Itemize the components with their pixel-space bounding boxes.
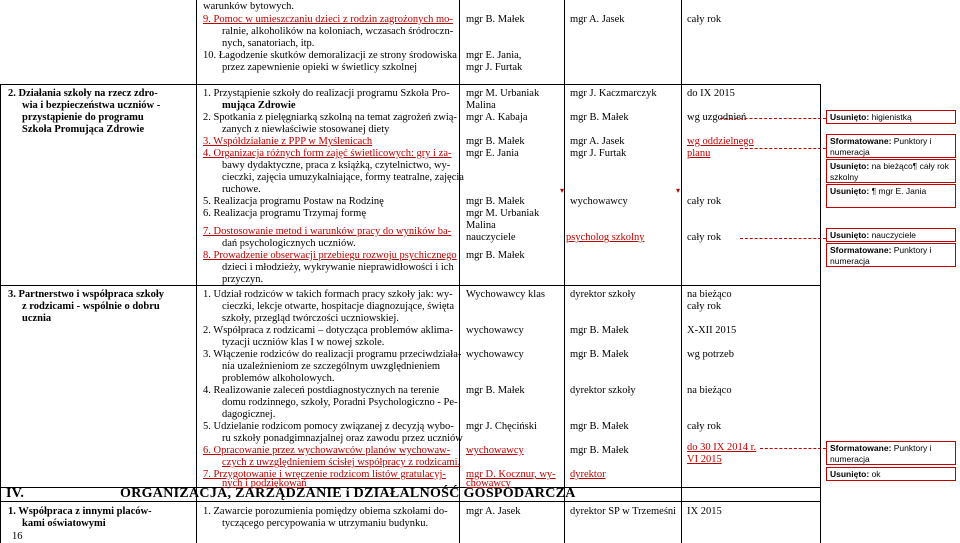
task-line: dań psychologicznych uczniów. [222, 238, 356, 249]
page-number: 16 [12, 531, 23, 542]
responsible-person: nauczyciele [466, 232, 516, 243]
responsible-person: mgr A. Jasek [466, 506, 521, 517]
task-line: cieczki, zajęcia umuzykalniające, formy teatralne, zajęcia [222, 172, 464, 183]
cooperating-person: mgr B. Małek [570, 112, 629, 123]
row-title: wia i bezpieczeństwa uczniów - [22, 100, 161, 111]
responsible-person: wychowawcy [466, 349, 524, 360]
task-line: 4. Organizacja różnych form zajęć świetlicowych: gry i za- [203, 148, 452, 159]
comment-balloon[interactable]: Usunięto: nauczyciele [826, 228, 956, 242]
task-line: nych, sanatoriach, itp. [222, 38, 315, 49]
responsible-person: mgr J. Chęciński [466, 421, 537, 432]
responsible-person: mgr A. Kabaja [466, 112, 528, 123]
row-title: z rodzicami - wspólnie o dobru [22, 301, 160, 312]
term: do IX 2015 [687, 88, 735, 99]
task-line: ru szkoły ponadgimnazjalnej oraz zawodu przez uczniów [222, 433, 463, 444]
revision-marker-icon: ▾ [676, 186, 681, 195]
responsible-person: mgr E. Jania [466, 148, 519, 159]
table-border-left [0, 84, 1, 543]
task-line: bawy dydaktyczne, praca z książką, czytelnictwo, wy- [222, 160, 451, 171]
task-line: zanych z niewłaściwie stosowanej diety [222, 124, 390, 135]
responsible-person: mgr E. Jania, [466, 50, 522, 61]
task-line: ralnie, alkoholików na koloniach, wczasach śródroczn- [222, 26, 454, 37]
responsible-person: mgr B. Małek [466, 385, 525, 396]
comment-balloon[interactable]: Usunięto: ok [826, 467, 956, 481]
comment-balloon[interactable]: Usunięto: higienistką [826, 110, 956, 124]
task-line: 7. Przygotowanie i wręczenie rodzicom listów gratulacyj- [203, 469, 446, 480]
responsible-person: Malina [466, 100, 496, 111]
cooperating-person: mgr B. Małek [570, 445, 629, 456]
term: cały rok [687, 232, 722, 243]
task-line: 8. Prowadzenie obserwacji przebiegu rozwoju psychicznego [203, 250, 457, 261]
comment-connector [740, 238, 826, 239]
term: planu [687, 148, 711, 159]
cooperating-person: mgr B. Małek [570, 349, 629, 360]
table-col-divider-3 [564, 0, 565, 543]
table-border-top-row2 [0, 84, 820, 85]
section-title: ORGANIZACJA, ZARZĄDZANIE i DZIAŁALNOŚĆ GOSPODARCZA [120, 486, 576, 501]
responsible-person: mgr J. Furtak [466, 62, 523, 73]
task-line: 6. Realizacja programu Trzymaj formę [203, 208, 366, 219]
term: wg oddzielnego [687, 136, 754, 147]
task-line: ruchowe. [222, 184, 261, 195]
task-line: 3. Włączenie rodziców do realizacji programu przeciwdziała- [203, 349, 462, 360]
row-title: 1. Współpraca z innymi placów- [8, 506, 152, 517]
row-title: Szkoła Promująca Zdrowie [22, 124, 145, 135]
row-title: przystąpienie do programu [22, 112, 144, 123]
row-title: kami oświatowymi [22, 518, 106, 529]
revision-marker-icon: ▾ [560, 186, 565, 195]
task-line: tyczącego percypowania w utrzymaniu budynku. [222, 518, 429, 529]
cooperating-person: dyrektor szkoły [570, 289, 636, 300]
row-title: 3. Partnerstwo i współpraca szkoły [8, 289, 165, 300]
task-line: problemów alkoholowych. [222, 373, 335, 384]
task-line: nia uzależnieniom ze szczególnym uwzględnieniem [222, 361, 441, 372]
cooperating-person: mgr A. Jasek [570, 14, 625, 25]
table-col-divider-4 [681, 0, 682, 543]
task-line: nych i podziękowań [222, 478, 307, 489]
task-line: 4. Realizowanie zaleceń postdiagnostycznych na terenie [203, 385, 440, 396]
cooperating-person: dyrektor SP w Trzemeśni [570, 506, 677, 517]
task-line: czych z uwzględnieniem ścisłej współpracy z rodzicami. [222, 457, 461, 468]
term: VI 2015 [687, 454, 722, 465]
section-roman: IV. [6, 486, 25, 501]
comment-connector [740, 148, 826, 149]
comment-balloon[interactable]: Sformatowane: Punktory i numeracja [826, 441, 956, 465]
task-line: 6. Opracowanie przez wychowawców planów wychowaw- [203, 445, 451, 456]
task-line: szkoły, przegląd twórczości uczniowskiej. [222, 313, 399, 324]
responsible-person: wychowawcy [466, 445, 524, 456]
task-line: dagogicznej. [222, 409, 276, 420]
term: wg uzgodnień [687, 112, 747, 123]
row-title: 2. Działania szkoły na rzecz zdro- [8, 88, 158, 99]
cooperating-person: mgr J. Furtak [570, 148, 627, 159]
task-line: warunków bytowych. [203, 1, 294, 12]
term: cały rok [687, 14, 722, 25]
task-line: 3. Współdziałanie z PPP w Myślenicach [203, 136, 373, 147]
comment-balloon[interactable]: Sformatowane: Punktory i numeracja [826, 243, 956, 267]
task-line: 5. Realizacja programu Postaw na Rodzinę [203, 196, 384, 207]
comment-balloon[interactable]: Usunięto: na bieżąco¶ cały rok szkolny [826, 159, 956, 183]
term: do 30 IX 2014 r. [687, 442, 757, 453]
responsible-person: mgr B. Małek [466, 250, 525, 261]
task-line: 7. Dostosowanie metod i warunków pracy do wyników ba- [203, 226, 452, 237]
task-line: mująca Zdrowie [222, 100, 296, 111]
term: cały rok [687, 421, 722, 432]
term: IX 2015 [687, 506, 722, 517]
table-border-row3 [0, 285, 820, 286]
term: na bieżąco [687, 289, 732, 300]
comment-connector [720, 118, 826, 119]
responsible-person: mgr M. Urbaniak [466, 88, 540, 99]
task-line: 5. Udzielanie rodzicom pomocy związanej z decyzją wybo- [203, 421, 454, 432]
task-line: 2. Spotkania z pielęgniarką szkolną na temat zagrożeń zwią- [203, 112, 457, 123]
comment-connector [760, 448, 826, 449]
row-title: ucznia [22, 313, 52, 324]
responsible-person: mgr B. Małek [466, 196, 525, 207]
task-line: tyzacji uczniów klas I w nowej szkole. [222, 337, 385, 348]
task-line: 2. Współpraca z rodzicami – dotycząca problemów aklima- [203, 325, 453, 336]
cooperating-person: wychowawcy [570, 196, 628, 207]
term: cały rok [687, 301, 722, 312]
cooperating-person: dyrektor [570, 469, 606, 480]
cooperating-person: mgr B. Małek [570, 325, 629, 336]
table-border-row4 [0, 501, 820, 502]
responsible-person: mgr D. Kocznur, wy- [466, 469, 556, 480]
cooperating-person: mgr A. Jasek [570, 136, 625, 147]
task-line: 1. Zawarcie porozumienia pomiędzy obiema szkołami do- [203, 506, 448, 517]
responsible-person: mgr M. Urbaniak [466, 208, 540, 219]
cooperating-person: dyrektor szkoły [570, 385, 636, 396]
task-line: 10. Łagodzenie skutków demoralizacji ze strony środowiska [203, 50, 457, 61]
task-line: 9. Pomoc w umieszczaniu dzieci z rodzin zagrożonych mo- [203, 14, 453, 25]
responsible-person: wychowawcy [466, 325, 524, 336]
term: na bieżąco [687, 385, 732, 396]
cooperating-person: psycholog szkolny [566, 232, 645, 243]
responsible-person: Wychowawcy klas [466, 289, 545, 300]
comment-balloon[interactable]: Usunięto: ¶ mgr E. Jania [826, 184, 956, 208]
term: wg potrzeb [687, 349, 734, 360]
table-border-right [820, 84, 821, 543]
term: cały rok [687, 196, 722, 207]
responsible-person: mgr B. Małek [466, 14, 525, 25]
table-col-divider-1 [196, 0, 197, 543]
task-line: domu rodzinnego, szkoły, Poradni Psychologiczno - Pe- [222, 397, 458, 408]
task-line: cieczki, lekcje otwarte, hospitacje diagnozujące, święta [222, 301, 455, 312]
task-line: przyczyn. [222, 274, 264, 285]
cooperating-person: mgr B. Małek [570, 421, 629, 432]
task-line: dzieci i młodzieży, wykrywanie nieprawidłowości i ich [222, 262, 454, 273]
comment-balloon[interactable]: Sformatowane: Punktory i numeracja [826, 134, 956, 158]
task-line: 1. Przystąpienie szkoły do realizacji programu Szkoła Pro- [203, 88, 450, 99]
responsible-person: Malina [466, 220, 496, 231]
cooperating-person: mgr J. Kaczmarczyk [570, 88, 657, 99]
task-line: przez zapewnienie opieki w świetlicy szkolnej [222, 62, 418, 73]
term: X-XII 2015 [687, 325, 737, 336]
responsible-person: chowawcy [466, 478, 511, 489]
responsible-person: mgr B. Małek [466, 136, 525, 147]
task-line: 1. Udział rodziców w takich formach pracy szkoły jak: wy- [203, 289, 453, 300]
